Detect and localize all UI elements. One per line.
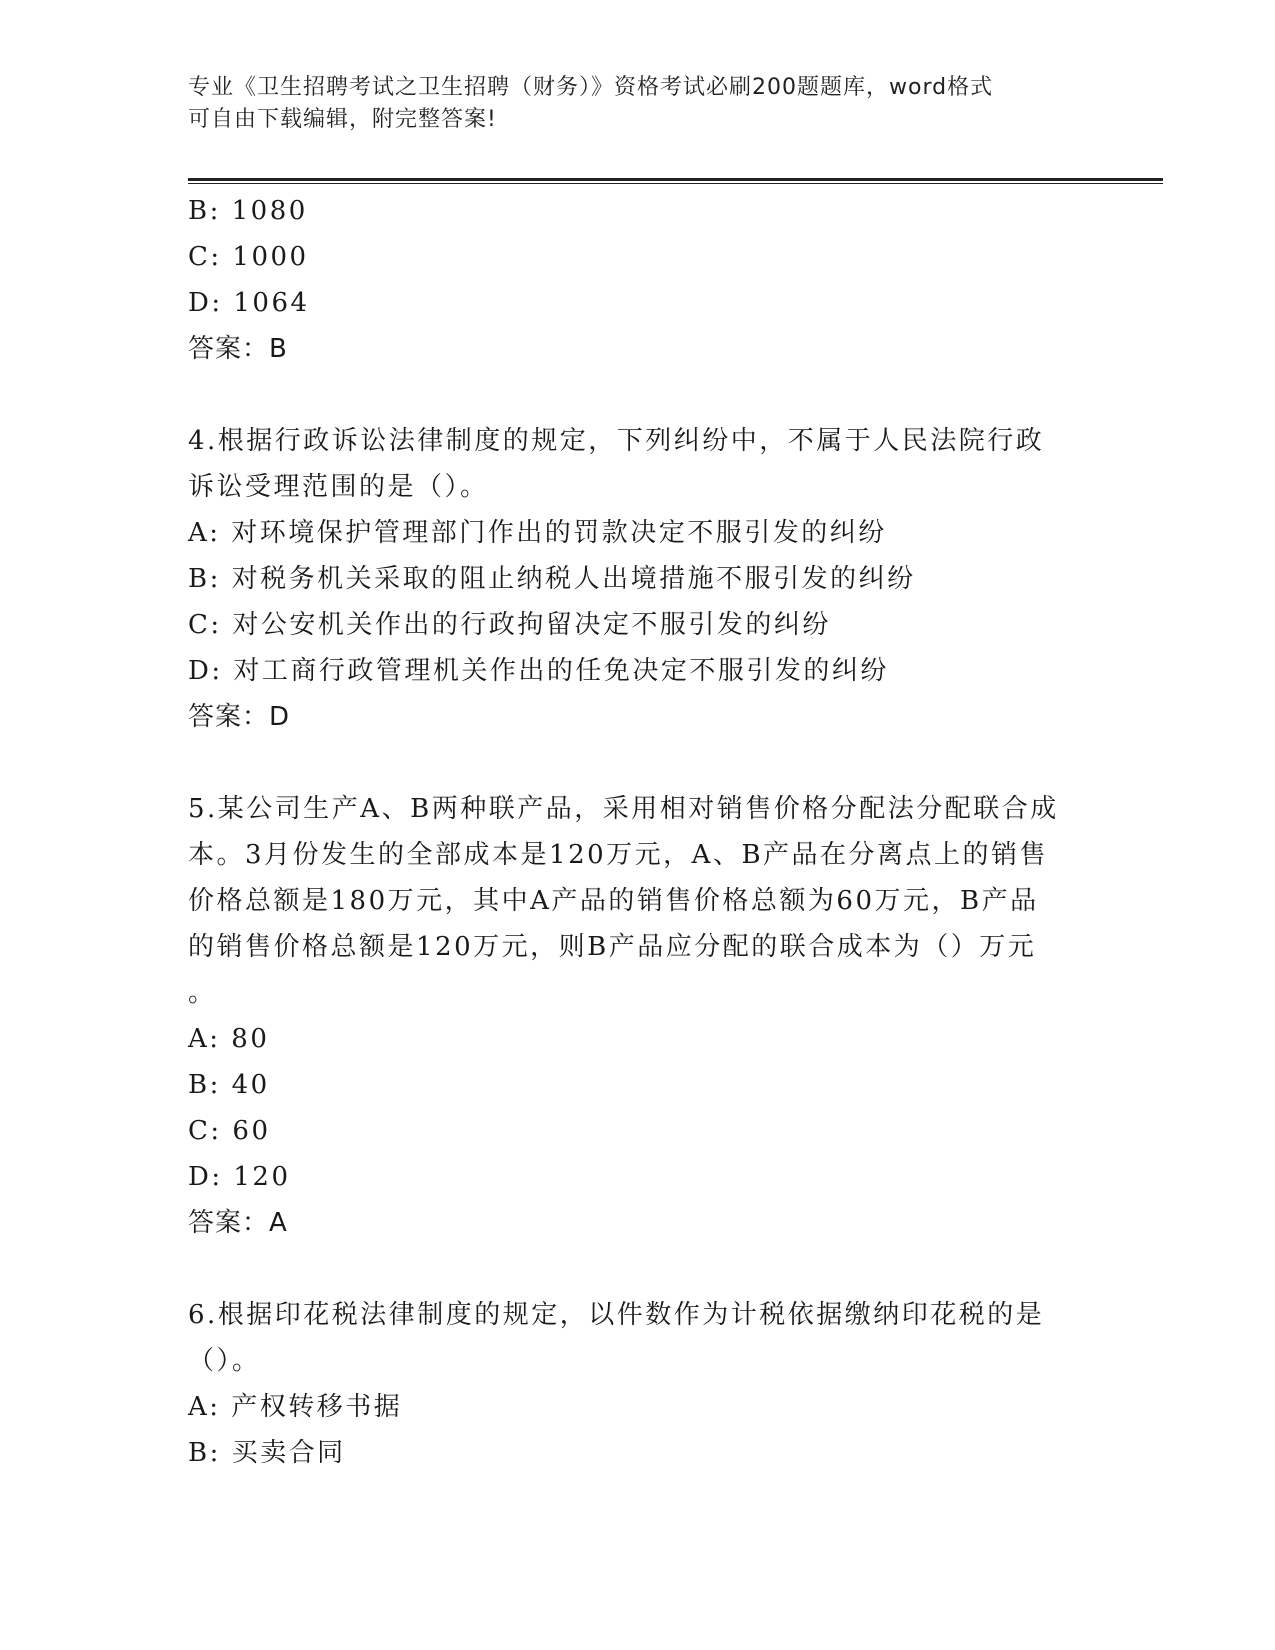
option-a: A: 对环境保护管理部门作出的罚款决定不服引发的纠纷: [188, 518, 887, 548]
question-text-line: 。: [188, 978, 217, 1008]
option-a: A: 产权转移书据: [188, 1392, 403, 1422]
question-text-line: 6.根据印花税法律制度的规定，以件数作为计税依据缴纳印花税的是: [188, 1300, 1045, 1330]
answer: 答案：A: [188, 1208, 288, 1238]
question-4: [188, 418, 1088, 740]
question-5: [188, 786, 1088, 1246]
spacer: [188, 1246, 1088, 1292]
option-b: B: 对税务机关采取的阻止纳税人出境措施不服引发的纠纷: [188, 564, 916, 594]
spacer: [188, 740, 1088, 786]
question-text-line: 诉讼受理范围的是（）。: [188, 472, 489, 502]
option-c: C: 60: [188, 1116, 271, 1146]
option-b: B: 买卖合同: [188, 1438, 346, 1468]
option-c: C: 1000: [188, 242, 309, 272]
answer: 答案：D: [188, 702, 291, 732]
option-b: B: 40: [188, 1070, 270, 1100]
header-line-1: 专业《卫生招聘考试之卫生招聘（财务）》资格考试必刷200题题库，word格式: [188, 75, 994, 100]
option-d: D: 120: [188, 1162, 291, 1192]
question-3-continued: [188, 188, 1088, 372]
header-line-2: 可自由下载编辑，附完整答案!: [188, 107, 497, 132]
option-c: C: 对公安机关作出的行政拘留决定不服引发的纠纷: [188, 610, 831, 640]
question-text-line: 4.根据行政诉讼法律制度的规定，下列纠纷中，不属于人民法院行政: [188, 426, 1045, 456]
question-text-line: 本。3月份发生的全部成本是120万元，A、B产品在分离点上的销售: [188, 840, 1049, 870]
question-text-line: 的销售价格总额是120万元，则B产品应分配的联合成本为（）万元: [188, 932, 1037, 962]
question-6: [188, 1292, 1088, 1476]
option-a: A: 80: [188, 1024, 270, 1054]
spacer: [188, 372, 1088, 418]
question-text-line: 价格总额是180万元，其中A产品的销售价格总额为60万元，B产品: [188, 886, 1039, 916]
option-b: B: 1080: [188, 196, 308, 226]
option-d: D: 1064: [188, 288, 310, 318]
answer: 答案：B: [188, 334, 288, 364]
question-text-line: 5.某公司生产A、B两种联产品，采用相对销售价格分配法分配联合成: [188, 794, 1059, 824]
document-header: [188, 72, 1068, 136]
question-text-line: （）。: [188, 1346, 261, 1376]
question-content: [188, 188, 1088, 1476]
option-d: D: 对工商行政管理机关作出的任免决定不服引发的纠纷: [188, 656, 889, 686]
header-divider-thin: [188, 183, 1163, 184]
header-divider-thick: [188, 178, 1163, 181]
